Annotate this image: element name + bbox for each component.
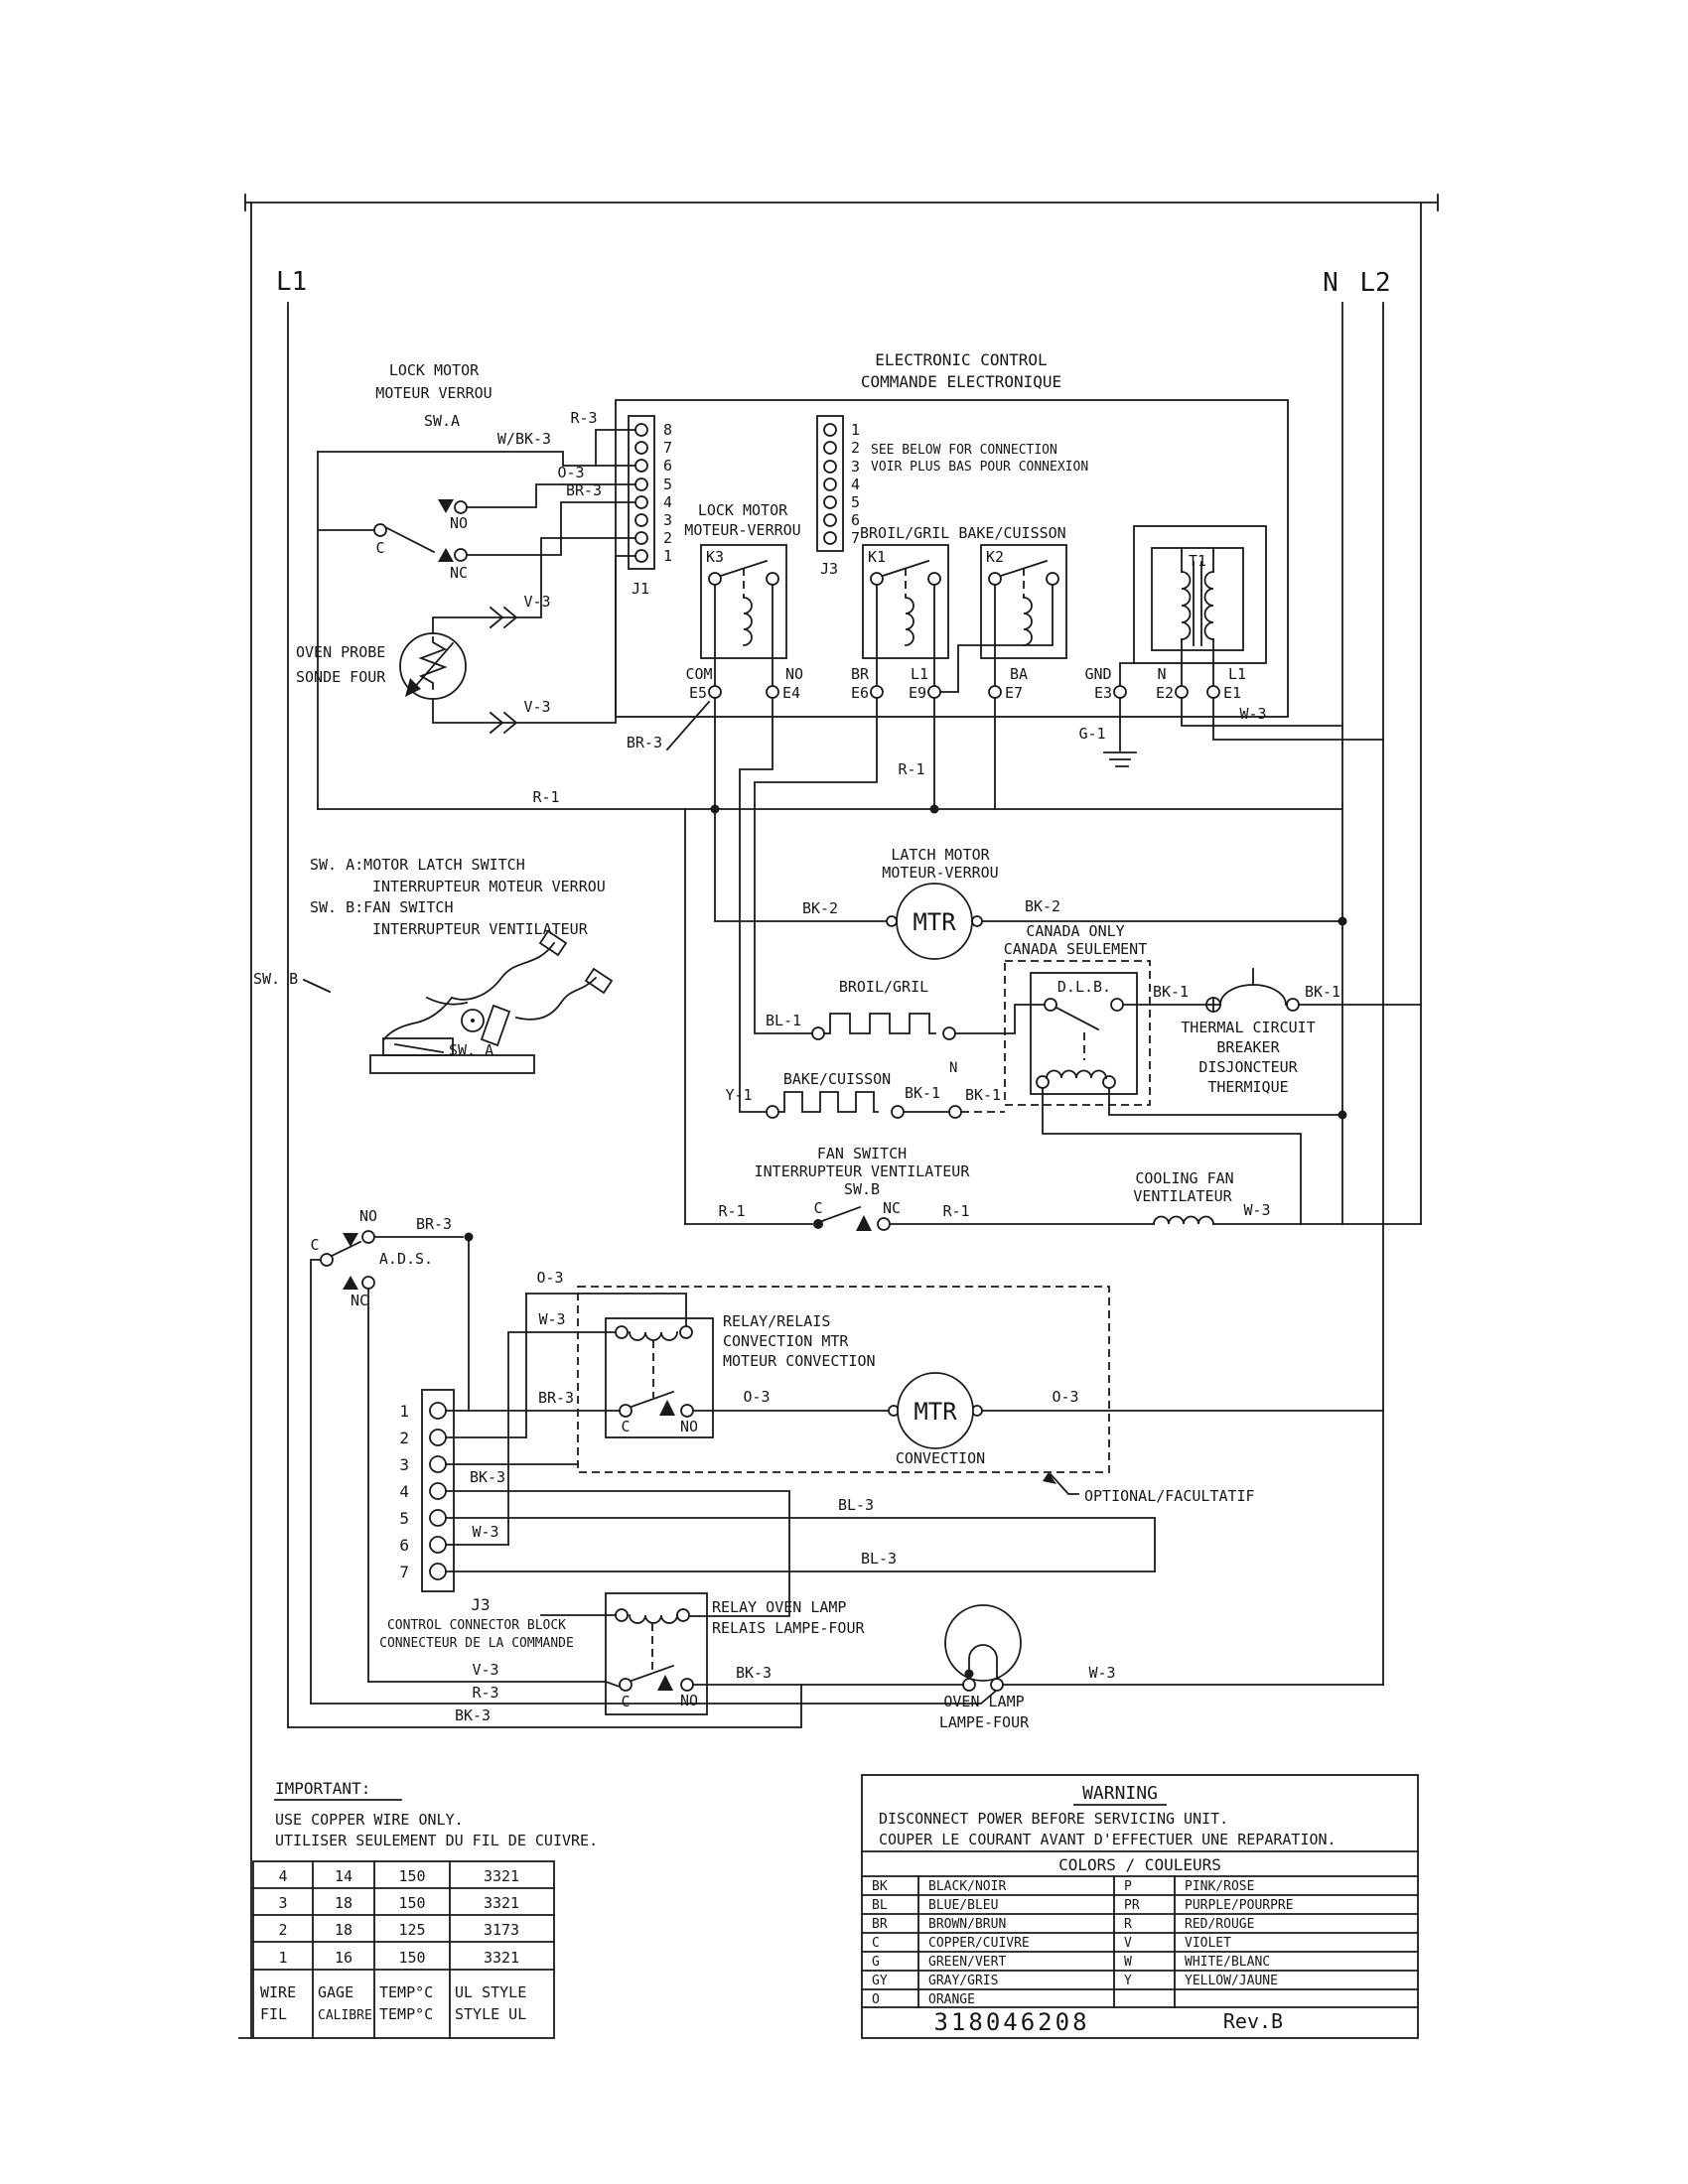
- wire-label-g1: G-1: [1078, 725, 1106, 743]
- j3t-name: J3: [820, 560, 839, 578]
- wt-cell: 14: [334, 1867, 353, 1885]
- swa-tag: SW. A: [449, 1041, 494, 1059]
- important-l1: USE COPPER WIRE ONLY.: [275, 1811, 464, 1829]
- ads-c: C: [310, 1236, 320, 1254]
- color-name: BROWN/BRUN: [928, 1917, 1007, 1932]
- bake-label: BAKE/CUISSON: [782, 1070, 892, 1088]
- j3-top-connector: [817, 416, 860, 578]
- ec-note-fr: VOIR PLUS BAS POUR CONNEXION: [871, 460, 1089, 475]
- color-code: C: [872, 1936, 880, 1951]
- color-name: COPPER/CUIVRE: [928, 1936, 1030, 1951]
- wt-head: GAGE: [318, 1983, 354, 2001]
- wire-label-v3-lower: V-3: [523, 698, 551, 716]
- e3-label: E3: [1093, 684, 1112, 702]
- latch-drawing: [253, 931, 612, 1073]
- wire-label-r3-bottom: R-3: [472, 1684, 499, 1702]
- j1-pin: 6: [663, 457, 673, 475]
- swb-tag: SW. B: [253, 970, 299, 988]
- legend-swb-en: SW. B:FAN SWITCH: [310, 898, 454, 916]
- fansw-title-en: FAN SWITCH: [816, 1145, 908, 1162]
- j1-pin: 8: [663, 421, 673, 439]
- color-code: GY: [872, 1974, 888, 1988]
- wire-label-w3-fan: W-3: [1243, 1201, 1271, 1219]
- j3t-pin: 4: [851, 476, 861, 493]
- j3b-pin: 6: [399, 1536, 409, 1555]
- ec-lockmotor-en: LOCK MOTOR: [697, 501, 788, 519]
- color-name: GREEN/VERT: [928, 1955, 1007, 1970]
- k3-label: K3: [706, 548, 725, 566]
- lamp-relay-no: NO: [679, 1692, 699, 1709]
- j1-connector: [629, 416, 672, 598]
- l2-label: L2: [1359, 268, 1391, 298]
- wt-head: FIL: [260, 2005, 288, 2023]
- e7-ba-label: BA: [1009, 665, 1029, 683]
- wire-label-wbk3: W/BK-3: [496, 430, 552, 448]
- e9-l1-label: L1: [910, 665, 929, 683]
- e3-gnd-label: GND: [1084, 665, 1112, 683]
- color-code: P: [1124, 1879, 1132, 1894]
- warning-l1: DISCONNECT POWER BEFORE SERVICING UNIT.: [879, 1810, 1229, 1828]
- ec-title-en: ELECTRONIC CONTROL: [875, 350, 1048, 369]
- wire-label-bk1-bake: BK-1: [904, 1084, 941, 1102]
- wire-label-bk3-lamp: BK-3: [735, 1664, 773, 1682]
- oven-lamp-section: [541, 1593, 1383, 1731]
- wire-label-o3-conv-a: O-3: [743, 1388, 771, 1406]
- j3b-pin: 7: [399, 1563, 409, 1581]
- wt-cell: 3173: [483, 1921, 520, 1939]
- wire-label-bk2-right: BK-2: [1024, 897, 1061, 915]
- j3-connector-section: [288, 1390, 1155, 1727]
- l1-label: L1: [276, 267, 308, 297]
- j1-pin: 2: [663, 529, 673, 547]
- canada-only-fr: CANADA SEULEMENT: [1003, 940, 1148, 958]
- wt-head: WIRE: [260, 1983, 297, 2001]
- swa-no-label: NO: [449, 514, 469, 532]
- j1-name: J1: [632, 580, 650, 598]
- j3b-pin: 3: [399, 1455, 409, 1474]
- wt-cell: 3: [278, 1894, 288, 1912]
- oven-lamp-symbol: [945, 1605, 1021, 1681]
- cooling-fan-en: COOLING FAN: [1135, 1169, 1234, 1187]
- wire-gauge-table: [253, 1861, 554, 2038]
- color-code: W: [1124, 1955, 1132, 1970]
- swa-nc-label: NC: [449, 564, 469, 582]
- wire-label-o3: O-3: [557, 464, 585, 481]
- wire-label-r1-b: R-1: [898, 760, 925, 778]
- fansw-title-fr: INTERRUPTEUR VENTILATEUR: [754, 1162, 970, 1180]
- k2-label: K2: [986, 548, 1005, 566]
- j3b-title-en: CONTROL CONNECTOR BLOCK: [386, 1618, 567, 1633]
- fan-switch-section: [685, 1145, 1154, 1231]
- color-code: G: [872, 1955, 880, 1970]
- legend-section: [310, 856, 606, 938]
- e9-label: E9: [908, 684, 926, 702]
- wt-cell: 16: [334, 1949, 353, 1967]
- fansw-nc: NC: [882, 1199, 902, 1217]
- wt-cell: 150: [398, 1894, 426, 1912]
- color-code: R: [1124, 1917, 1132, 1932]
- lamp-relay-title-fr: RELAIS LAMPE-FOUR: [712, 1619, 865, 1637]
- wt-cell: 3321: [483, 1867, 520, 1885]
- thermal-l3: DISJONCTEUR: [1198, 1058, 1298, 1076]
- wt-cell: 3321: [483, 1894, 520, 1912]
- k1-label: K1: [868, 548, 887, 566]
- lamp-relay-c: C: [621, 1693, 631, 1710]
- wire-label-o3-conv-b: O-3: [1052, 1388, 1079, 1406]
- color-code: BK: [872, 1879, 888, 1894]
- important-title: IMPORTANT:: [275, 1779, 371, 1798]
- j3t-pin: 6: [851, 511, 861, 529]
- color-code: O: [872, 1992, 880, 2007]
- e4-label: E4: [782, 684, 801, 702]
- color-name: PINK/ROSE: [1185, 1879, 1255, 1894]
- swa-title: SW.A: [423, 412, 461, 430]
- wire-label-br3-conv: BR-3: [537, 1389, 575, 1407]
- oven-lamp-fr: LAMPE-FOUR: [938, 1713, 1030, 1731]
- color-name: WHITE/BLANC: [1185, 1955, 1271, 1970]
- important-l2: UTILISER SEULEMENT DU FIL DE CUIVRE.: [275, 1832, 599, 1849]
- latch-motor-mtr: MTR: [913, 908, 956, 936]
- optional-dashed-box: [578, 1287, 1109, 1472]
- lock-motor-switch-section: [318, 361, 635, 809]
- wire-label-bk2-left: BK-2: [801, 899, 839, 917]
- colors-title: COLORS / COULEURS: [1058, 1855, 1221, 1874]
- conv-mtr: MTR: [914, 1398, 957, 1426]
- swa-c-label: C: [375, 539, 385, 557]
- ec-note-en: SEE BELOW FOR CONNECTION: [871, 443, 1057, 458]
- wire-label-br3: BR-3: [565, 481, 603, 499]
- j3t-pin: 1: [851, 421, 861, 439]
- part-number: 318046208: [933, 2008, 1090, 2036]
- color-code: BR: [872, 1917, 888, 1932]
- j1-pin: 4: [663, 493, 673, 511]
- wt-cell: 4: [278, 1867, 288, 1885]
- wire-label-o3-conv-in: O-3: [536, 1269, 564, 1287]
- revision: Rev.B: [1222, 2009, 1284, 2033]
- j3b-title-fr: CONNECTEUR DE LA COMMANDE: [379, 1636, 574, 1651]
- wt-cell: 125: [398, 1921, 426, 1939]
- wire-label-bk1-left: BK-1: [1152, 983, 1190, 1001]
- e6-br-label: BR: [850, 665, 870, 683]
- wire-label-bl3-b: BL-3: [860, 1550, 898, 1568]
- thermal-l2: BREAKER: [1216, 1038, 1280, 1056]
- probe-label-fr: SONDE FOUR: [296, 668, 386, 686]
- wire-label-bk1-right: BK-1: [1304, 983, 1341, 1001]
- e2-label: E2: [1155, 684, 1174, 702]
- wt-cell: 3321: [483, 1949, 520, 1967]
- color-name: BLACK/NOIR: [928, 1879, 1007, 1894]
- wt-cell: 1: [278, 1949, 288, 1967]
- ads-no: NO: [358, 1207, 378, 1225]
- j3b-pin: 2: [399, 1429, 409, 1447]
- e4-no-label: NO: [784, 665, 804, 683]
- cooling-fan-fr: VENTILATEUR: [1133, 1187, 1232, 1205]
- j1-pin: 7: [663, 439, 673, 457]
- probe-label-en: OVEN PROBE: [296, 643, 386, 661]
- wt-head: TEMP°C: [379, 1983, 434, 2001]
- color-name: GRAY/GRIS: [928, 1974, 999, 1988]
- thermal-breaker-section: [1123, 969, 1421, 1096]
- j3t-pin: 7: [851, 529, 861, 547]
- wire-label-br3-ads: BR-3: [415, 1215, 453, 1233]
- warning-title: WARNING: [1082, 1783, 1158, 1804]
- important-note-section: [275, 1779, 598, 1849]
- wire-label-br3-e5: BR-3: [626, 734, 662, 751]
- j3t-pin: 5: [851, 493, 861, 511]
- t1-transformer: [1120, 526, 1266, 686]
- lock-motor-title-fr: MOTEUR VERROU: [375, 384, 492, 402]
- e1-l1-label: L1: [1227, 665, 1247, 683]
- wire-label-bk3-p4: BK-3: [469, 1468, 506, 1486]
- k1-relay: [863, 545, 948, 686]
- j3b-pin: 4: [399, 1482, 409, 1501]
- j3b-name: J3: [471, 1595, 491, 1614]
- ec-broil-bake-label: BROIL/GRIL BAKE/CUISSON: [860, 524, 1066, 542]
- e5-com-label: COM: [685, 665, 713, 683]
- color-name: YELLOW/JAUNE: [1185, 1974, 1278, 1988]
- color-name: BLUE/BLEU: [928, 1898, 999, 1913]
- color-name: RED/ROUGE: [1185, 1917, 1255, 1932]
- wire-label-w3-lamp: W-3: [1088, 1664, 1116, 1682]
- latch-motor-fr: MOTEUR-VERROU: [882, 864, 999, 882]
- cooling-fan-section: [1133, 1169, 1421, 1224]
- wire-label-bk3-bottom: BK-3: [454, 1706, 492, 1724]
- color-code: PR: [1124, 1898, 1140, 1913]
- lock-motor-title-en: LOCK MOTOR: [388, 361, 480, 379]
- e5-label: E5: [688, 684, 707, 702]
- wire-label-r1-fan-l: R-1: [718, 1202, 746, 1220]
- wt-cell: 18: [334, 1921, 353, 1939]
- e6-label: E6: [850, 684, 869, 702]
- ads-nc: NC: [350, 1292, 369, 1309]
- j1-pin: 3: [663, 511, 673, 529]
- color-name: ORANGE: [928, 1992, 975, 2007]
- canada-only-en: CANADA ONLY: [1026, 922, 1125, 940]
- color-code: BL: [872, 1898, 888, 1913]
- wt-head: TEMP°C: [379, 2005, 434, 2023]
- wire-label-y1: Y-1: [725, 1086, 753, 1104]
- wire-label-r1-fan-r: R-1: [942, 1202, 970, 1220]
- ads-label: A.D.S.: [378, 1250, 434, 1268]
- ec-lockmotor-fr: MOTEUR-VERROU: [684, 521, 801, 539]
- wire-label-v3-bottom: V-3: [472, 1661, 499, 1679]
- wire-label-bk1-dlb: BK-1: [964, 1086, 1002, 1104]
- warning-box: [862, 1775, 1418, 2038]
- conv-title-3: MOTEUR CONVECTION: [723, 1352, 876, 1370]
- wt-head: UL STYLE: [455, 1983, 527, 2001]
- color-name: VIOLET: [1185, 1936, 1231, 1951]
- canada-n-tag: N: [949, 1060, 958, 1076]
- wire-label-w3-conv: W-3: [538, 1310, 566, 1328]
- thermal-l4: THERMIQUE: [1207, 1078, 1289, 1096]
- t1-label: T1: [1188, 552, 1207, 570]
- conv-caption: CONVECTION: [895, 1449, 986, 1467]
- legend-swa-en: SW. A:MOTOR LATCH SWITCH: [310, 856, 525, 874]
- wt-cell: 2: [278, 1921, 288, 1939]
- ec-title-fr: COMMANDE ELECTRONIQUE: [860, 372, 1062, 391]
- thermal-l1: THERMAL CIRCUIT: [1181, 1019, 1316, 1036]
- conv-no: NO: [679, 1418, 699, 1435]
- fansw-c: C: [813, 1199, 823, 1217]
- color-code: V: [1124, 1936, 1132, 1951]
- wt-cell: 150: [398, 1949, 426, 1967]
- n-label: N: [1323, 268, 1338, 298]
- wt-head: STYLE UL: [455, 2005, 527, 2023]
- latch-motor-en: LATCH MOTOR: [891, 846, 990, 864]
- wire-label-v3-upper: V-3: [523, 593, 551, 611]
- page-border: [239, 195, 1438, 2038]
- convection-section: [508, 1269, 1383, 1545]
- j3b-pin: 1: [399, 1402, 409, 1421]
- k3-relay: [701, 545, 786, 686]
- e1-label: E1: [1223, 684, 1242, 702]
- wt-head: CALIBRE: [318, 2008, 372, 2023]
- legend-swa-fr: INTERRUPTEUR MOTEUR VERROU: [372, 878, 606, 895]
- electronic-control-section: [616, 350, 1288, 717]
- fansw-swb: SW.B: [843, 1180, 881, 1198]
- dlb-label: D.L.B.: [1056, 978, 1112, 996]
- lamp-relay-title-en: RELAY OVEN LAMP: [712, 1598, 847, 1616]
- wire-label-bl3-a: BL-3: [837, 1496, 875, 1514]
- oven-lamp-en: OVEN LAMP: [943, 1693, 1025, 1710]
- broil-label: BROIL/GRIL: [838, 978, 929, 996]
- j3t-pin: 2: [851, 439, 861, 457]
- optional-label: OPTIONAL/FACULTATIF: [1084, 1487, 1255, 1505]
- wire-label-r1-a: R-1: [532, 788, 560, 806]
- conv-title-1: RELAY/RELAIS: [723, 1312, 831, 1330]
- conv-title-2: CONVECTION MTR: [723, 1332, 849, 1350]
- wire-label-r3: R-3: [570, 409, 598, 427]
- k2-relay: [940, 545, 1066, 692]
- wt-cell: 150: [398, 1867, 426, 1885]
- wt-cell: 18: [334, 1894, 353, 1912]
- e-terminals: [685, 665, 1246, 702]
- j1-pin: 5: [663, 476, 673, 493]
- j1-pin: 1: [663, 547, 673, 565]
- wire-label-w3-p6: W-3: [472, 1523, 499, 1541]
- j3t-pin: 3: [851, 458, 861, 476]
- j3b-pin: 5: [399, 1509, 409, 1528]
- legend-swb-fr: INTERRUPTEUR VENTILATEUR: [372, 920, 588, 938]
- conv-c: C: [621, 1418, 631, 1435]
- e2-n-label: N: [1157, 665, 1167, 683]
- color-name: PURPLE/POURPRE: [1185, 1898, 1294, 1913]
- wire-label-w3-n: W-3: [1239, 705, 1267, 723]
- color-code: Y: [1124, 1974, 1132, 1988]
- warning-l2: COUPER LE COURANT AVANT D'EFFECTUER UNE REPARATION.: [879, 1831, 1336, 1848]
- wire-label-bl1: BL-1: [765, 1012, 802, 1029]
- e7-label: E7: [1005, 684, 1024, 702]
